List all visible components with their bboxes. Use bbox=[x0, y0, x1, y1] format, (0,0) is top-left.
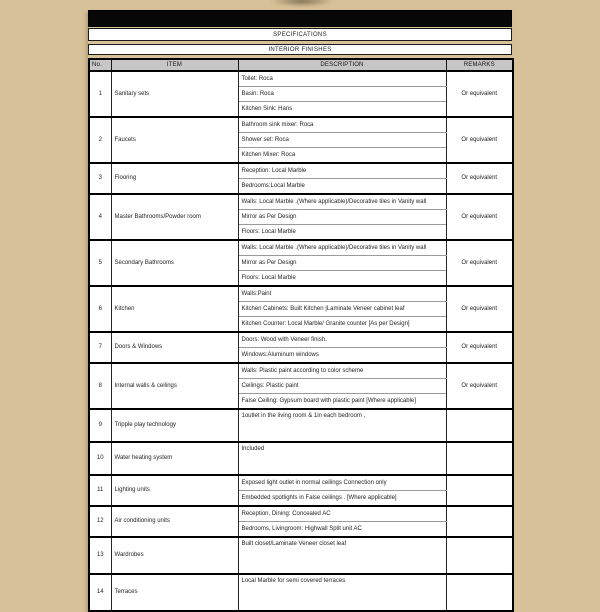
item-cell: Lighting units bbox=[111, 475, 238, 506]
description-cell: Exposed light outlet in normal ceilings Connection only bbox=[238, 475, 446, 491]
table-body bbox=[89, 71, 513, 611]
description-cell: Kitchen Sink: Hans bbox=[238, 102, 446, 118]
description-cell: Floors: Local Marble bbox=[238, 271, 446, 287]
table-row bbox=[89, 475, 513, 491]
table-row bbox=[89, 286, 513, 302]
description-cell: Kitchen Mixer: Roca bbox=[238, 148, 446, 164]
column-header-description: DESCRIPTION bbox=[238, 59, 446, 71]
table-row bbox=[89, 574, 513, 611]
description-cell: Mirror as Per Design bbox=[238, 210, 446, 225]
table-row bbox=[89, 332, 513, 348]
item-cell: Wardrobes bbox=[111, 537, 238, 574]
row-number: 9 bbox=[89, 409, 111, 442]
description-cell: Walls: Local Marble .(Where applicable)/Decorative tiles in Vanity wall bbox=[238, 240, 446, 256]
row-number: 8 bbox=[89, 363, 111, 409]
table-row bbox=[89, 71, 513, 87]
document bbox=[88, 10, 512, 612]
description-cell: Included bbox=[238, 442, 446, 475]
remarks-cell: Or equivalent bbox=[446, 71, 513, 117]
table-row bbox=[89, 537, 513, 574]
interior-title-row bbox=[88, 44, 512, 55]
spec-title: SPECIFICATIONS bbox=[273, 31, 327, 38]
remarks-cell: Or equivalent bbox=[446, 332, 513, 363]
remarks-cell: Or equivalent bbox=[446, 194, 513, 240]
remarks-cell: Or equivalent bbox=[446, 286, 513, 332]
header-row bbox=[89, 59, 513, 71]
description-cell: Shower set: Roca bbox=[238, 133, 446, 148]
row-number: 13 bbox=[89, 537, 111, 574]
description-cell: Bedrooms:Local Marble bbox=[238, 179, 446, 195]
remarks-cell bbox=[446, 475, 513, 506]
description-cell: Bedrooms, Livingroom: Highwall Split unit AC bbox=[238, 522, 446, 538]
column-header-no: No. bbox=[89, 59, 111, 71]
item-cell: Faucets bbox=[111, 117, 238, 163]
remarks-cell bbox=[446, 537, 513, 574]
column-header-remarks: REMARKS bbox=[446, 59, 513, 71]
row-number: 5 bbox=[89, 240, 111, 286]
remarks-cell: Or equivalent bbox=[446, 363, 513, 409]
row-number: 3 bbox=[89, 163, 111, 194]
description-cell: False Ceiling: Gypsum board with plastic paint [Where applicable] bbox=[238, 394, 446, 410]
description-cell: Basin: Roca bbox=[238, 87, 446, 102]
description-cell: Floors: Local Marble bbox=[238, 225, 446, 241]
remarks-cell bbox=[446, 574, 513, 611]
item-cell: Tripple play technology bbox=[111, 409, 238, 442]
remarks-cell: Or equivalent bbox=[446, 163, 513, 194]
description-cell: Windows:Aluminum windows bbox=[238, 348, 446, 364]
description-cell: Reception, Dining: Concealed AC bbox=[238, 506, 446, 522]
item-cell: Doors & Windows bbox=[111, 332, 238, 363]
item-cell: Air conditioning units bbox=[111, 506, 238, 537]
interior-title: INTERIOR FINISHES bbox=[268, 46, 332, 53]
table-row bbox=[89, 409, 513, 442]
description-cell: Toilet: Roca bbox=[238, 71, 446, 87]
table-header bbox=[89, 59, 513, 71]
description-cell: Walls: Plastic paint according to color scheme bbox=[238, 363, 446, 379]
scan-smudge bbox=[270, 0, 334, 7]
remarks-cell bbox=[446, 506, 513, 537]
row-number: 2 bbox=[89, 117, 111, 163]
description-cell: Embedded spotlights in False ceilings . [Where applicable] bbox=[238, 491, 446, 507]
item-cell: Flooring bbox=[111, 163, 238, 194]
description-cell: 1outlet in the living room & 1in each bedroom , bbox=[238, 409, 446, 442]
item-cell: Secondary Bathrooms bbox=[111, 240, 238, 286]
item-cell: Terraces bbox=[111, 574, 238, 611]
row-number: 12 bbox=[89, 506, 111, 537]
remarks-cell bbox=[446, 409, 513, 442]
description-cell: Bathroom sink mixer: Roca bbox=[238, 117, 446, 133]
item-cell: Master Bathrooms/Powder room bbox=[111, 194, 238, 240]
spec-table bbox=[88, 58, 514, 612]
row-number: 4 bbox=[89, 194, 111, 240]
remarks-cell: Or equivalent bbox=[446, 117, 513, 163]
description-cell: Kitchen Counter: Local Marble/ Granite counter [As per Design] bbox=[238, 317, 446, 333]
row-number: 14 bbox=[89, 574, 111, 611]
table-row bbox=[89, 194, 513, 210]
row-number: 6 bbox=[89, 286, 111, 332]
description-cell: Mirror as Per Design bbox=[238, 256, 446, 271]
remarks-cell: Or equivalent bbox=[446, 240, 513, 286]
description-cell: Local Marble for semi covered terraces bbox=[238, 574, 446, 611]
item-cell: Internal walls & ceilings bbox=[111, 363, 238, 409]
description-cell: Built closet/Laminate Veneer closet leaf bbox=[238, 537, 446, 574]
description-cell: Ceilings: Plastic paint bbox=[238, 379, 446, 394]
row-number: 11 bbox=[89, 475, 111, 506]
description-cell: Reception: Local Marble bbox=[238, 163, 446, 179]
item-cell: Sanitary sets bbox=[111, 71, 238, 117]
row-number: 10 bbox=[89, 442, 111, 475]
spec-title-row bbox=[88, 28, 512, 41]
description-cell: Doors: Wood with Veneer finish. bbox=[238, 332, 446, 348]
top-black-bar bbox=[88, 10, 512, 27]
description-cell: Walls:Paint bbox=[238, 286, 446, 302]
table-row bbox=[89, 506, 513, 522]
remarks-cell bbox=[446, 442, 513, 475]
table-row bbox=[89, 117, 513, 133]
table-row bbox=[89, 442, 513, 475]
row-number: 1 bbox=[89, 71, 111, 117]
item-cell: Water heating system bbox=[111, 442, 238, 475]
table-row bbox=[89, 163, 513, 179]
table-row bbox=[89, 240, 513, 256]
description-cell: Kitchen Cabinets: Built Kitchen |Laminate Veneer cabinet leaf bbox=[238, 302, 446, 317]
row-number: 7 bbox=[89, 332, 111, 363]
item-cell: Kitchen bbox=[111, 286, 238, 332]
column-header-item: ITEM bbox=[111, 59, 238, 71]
description-cell: Walls: Local Marble .(Where applicable)/Decorative tiles in Vanity wall bbox=[238, 194, 446, 210]
table-row bbox=[89, 363, 513, 379]
